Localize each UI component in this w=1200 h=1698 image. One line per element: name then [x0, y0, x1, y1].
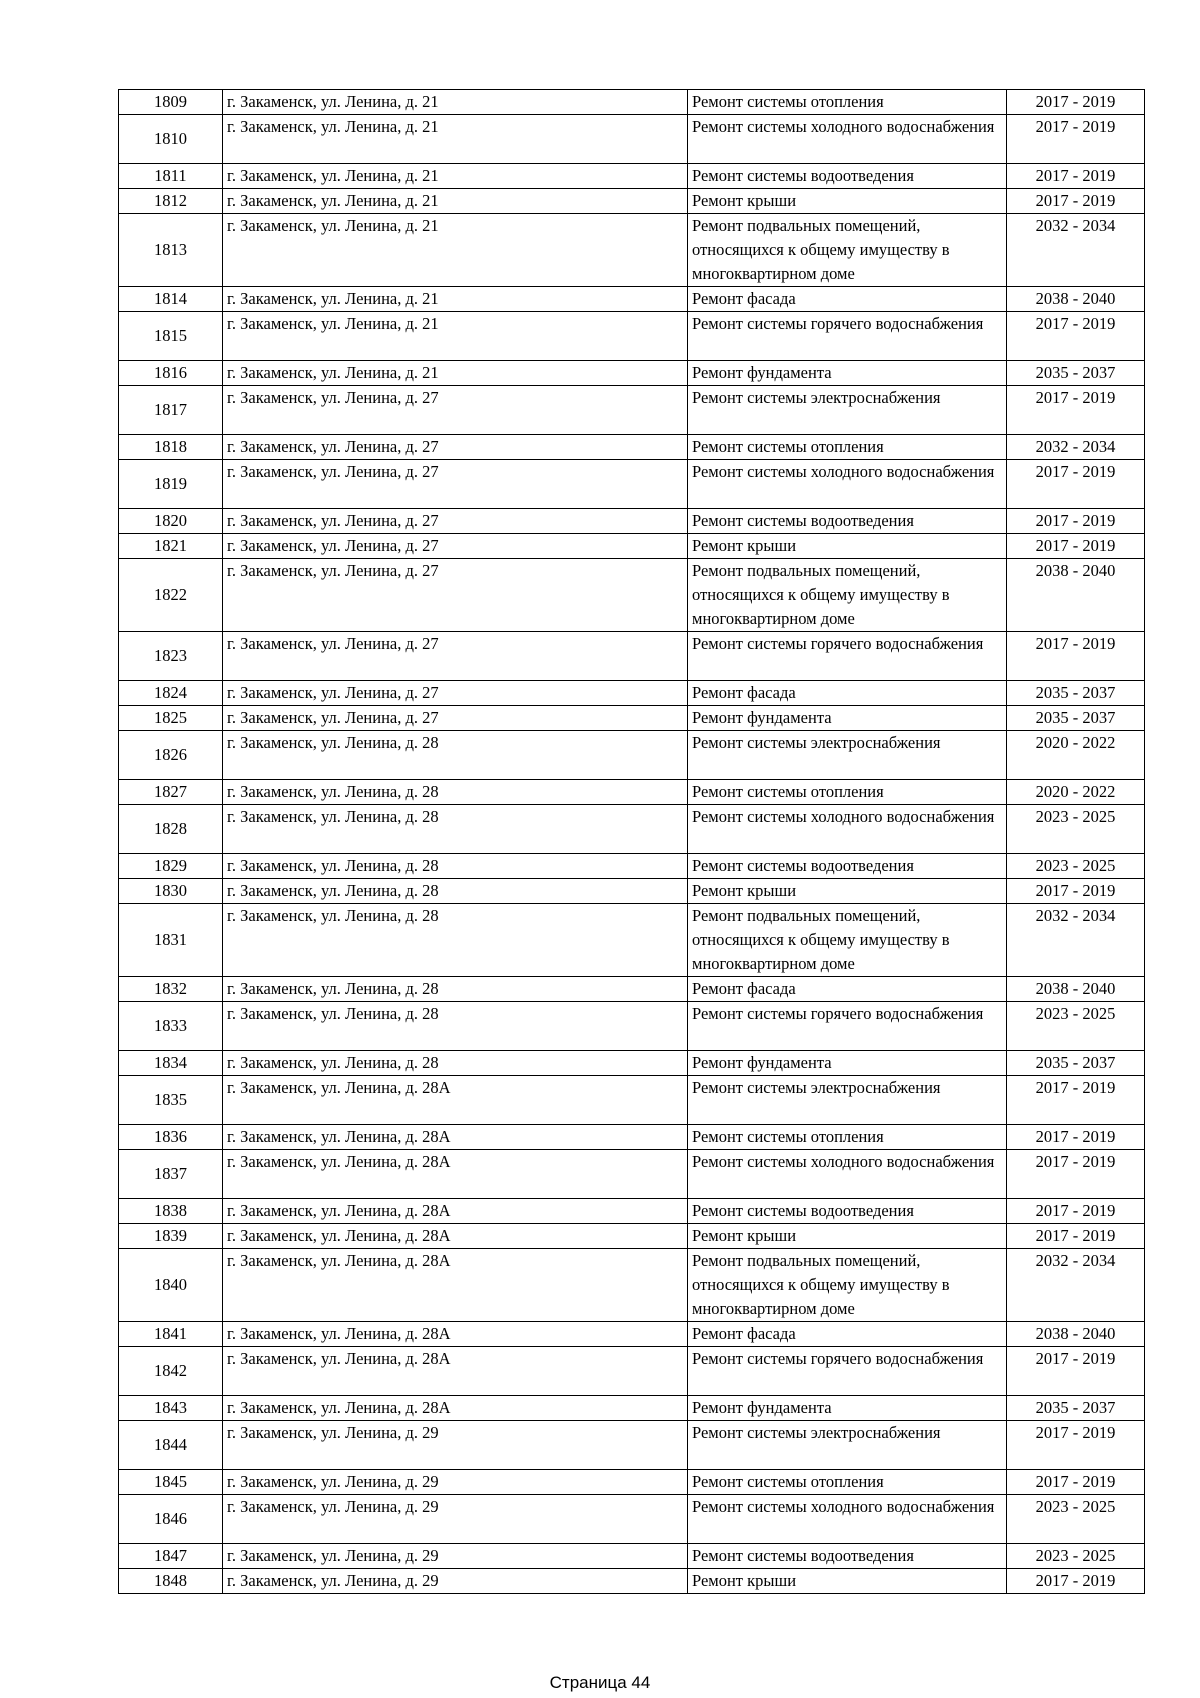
row-years: 2017 - 2019 — [1007, 164, 1145, 189]
row-address: г. Закаменск, ул. Ленина, д. 28А — [223, 1150, 688, 1199]
row-number: 1809 — [119, 90, 223, 115]
table-row — [119, 460, 1145, 509]
table-row — [119, 805, 1145, 854]
row-years: 2032 - 2034 — [1007, 214, 1145, 287]
row-work-type: Ремонт системы водоотведения — [688, 1544, 1007, 1569]
row-number: 1817 — [119, 386, 223, 435]
row-number: 1832 — [119, 977, 223, 1002]
row-work-type: Ремонт системы водоотведения — [688, 1199, 1007, 1224]
row-number: 1810 — [119, 115, 223, 164]
table-row — [119, 904, 1145, 977]
row-years: 2035 - 2037 — [1007, 681, 1145, 706]
row-work-type: Ремонт системы холодного водоснабжения — [688, 460, 1007, 509]
row-years: 2017 - 2019 — [1007, 312, 1145, 361]
row-number: 1840 — [119, 1249, 223, 1322]
row-work-type: Ремонт фундамента — [688, 1396, 1007, 1421]
table-row — [119, 681, 1145, 706]
row-years: 2017 - 2019 — [1007, 1224, 1145, 1249]
table-row — [119, 189, 1145, 214]
row-work-type: Ремонт системы горячего водоснабжения — [688, 632, 1007, 681]
row-work-type: Ремонт системы водоотведения — [688, 509, 1007, 534]
row-number: 1836 — [119, 1125, 223, 1150]
row-work-type: Ремонт системы отопления — [688, 90, 1007, 115]
table-row — [119, 1125, 1145, 1150]
row-address: г. Закаменск, ул. Ленина, д. 27 — [223, 534, 688, 559]
table-row — [119, 1224, 1145, 1249]
row-years: 2020 - 2022 — [1007, 731, 1145, 780]
row-years: 2017 - 2019 — [1007, 90, 1145, 115]
row-number: 1815 — [119, 312, 223, 361]
table-row — [119, 90, 1145, 115]
row-address: г. Закаменск, ул. Ленина, д. 27 — [223, 435, 688, 460]
row-work-type: Ремонт системы электроснабжения — [688, 731, 1007, 780]
row-work-type: Ремонт крыши — [688, 1569, 1007, 1594]
row-work-type: Ремонт системы холодного водоснабжения — [688, 805, 1007, 854]
row-work-type: Ремонт крыши — [688, 1224, 1007, 1249]
row-address: г. Закаменск, ул. Ленина, д. 29 — [223, 1495, 688, 1544]
row-address: г. Закаменск, ул. Ленина, д. 28 — [223, 1051, 688, 1076]
row-number: 1843 — [119, 1396, 223, 1421]
row-address: г. Закаменск, ул. Ленина, д. 27 — [223, 386, 688, 435]
row-work-type: Ремонт подвальных помещений, относящихся к общему имуществу в многоквартирном доме — [688, 1249, 1007, 1322]
row-years: 2017 - 2019 — [1007, 534, 1145, 559]
table-row — [119, 1421, 1145, 1470]
row-address: г. Закаменск, ул. Ленина, д. 28А — [223, 1396, 688, 1421]
row-number: 1842 — [119, 1347, 223, 1396]
row-address: г. Закаменск, ул. Ленина, д. 28 — [223, 780, 688, 805]
row-years: 2038 - 2040 — [1007, 559, 1145, 632]
row-address: г. Закаменск, ул. Ленина, д. 27 — [223, 460, 688, 509]
table-row — [119, 435, 1145, 460]
row-years: 2017 - 2019 — [1007, 189, 1145, 214]
row-number: 1829 — [119, 854, 223, 879]
row-work-type: Ремонт системы горячего водоснабжения — [688, 1347, 1007, 1396]
table-row — [119, 1396, 1145, 1421]
row-work-type: Ремонт системы электроснабжения — [688, 1421, 1007, 1470]
row-years: 2023 - 2025 — [1007, 1544, 1145, 1569]
table-row — [119, 977, 1145, 1002]
row-number: 1845 — [119, 1470, 223, 1495]
table-row — [119, 1470, 1145, 1495]
row-work-type: Ремонт крыши — [688, 879, 1007, 904]
row-work-type: Ремонт подвальных помещений, относящихся к общему имуществу в многоквартирном доме — [688, 214, 1007, 287]
table-row — [119, 164, 1145, 189]
row-address: г. Закаменск, ул. Ленина, д. 27 — [223, 681, 688, 706]
row-work-type: Ремонт системы горячего водоснабжения — [688, 1002, 1007, 1051]
row-years: 2032 - 2034 — [1007, 1249, 1145, 1322]
row-address: г. Закаменск, ул. Ленина, д. 28А — [223, 1199, 688, 1224]
row-address: г. Закаменск, ул. Ленина, д. 28 — [223, 854, 688, 879]
row-work-type: Ремонт подвальных помещений, относящихся к общему имуществу в многоквартирном доме — [688, 904, 1007, 977]
table-row — [119, 1569, 1145, 1594]
row-work-type: Ремонт фасада — [688, 287, 1007, 312]
table-row — [119, 1199, 1145, 1224]
row-number: 1824 — [119, 681, 223, 706]
row-years: 2017 - 2019 — [1007, 1470, 1145, 1495]
row-address: г. Закаменск, ул. Ленина, д. 27 — [223, 559, 688, 632]
table-row — [119, 115, 1145, 164]
row-number: 1812 — [119, 189, 223, 214]
row-address: г. Закаменск, ул. Ленина, д. 28 — [223, 731, 688, 780]
row-number: 1814 — [119, 287, 223, 312]
row-work-type: Ремонт системы отопления — [688, 435, 1007, 460]
repair-schedule-table — [118, 89, 1145, 1594]
row-address: г. Закаменск, ул. Ленина, д. 28А — [223, 1347, 688, 1396]
table-row — [119, 854, 1145, 879]
row-number: 1819 — [119, 460, 223, 509]
table-row — [119, 1051, 1145, 1076]
row-years: 2017 - 2019 — [1007, 460, 1145, 509]
row-work-type: Ремонт фасада — [688, 1322, 1007, 1347]
row-work-type: Ремонт фундамента — [688, 1051, 1007, 1076]
row-address: г. Закаменск, ул. Ленина, д. 21 — [223, 361, 688, 386]
row-work-type: Ремонт системы водоотведения — [688, 164, 1007, 189]
row-address: г. Закаменск, ул. Ленина, д. 28 — [223, 904, 688, 977]
row-address: г. Закаменск, ул. Ленина, д. 28А — [223, 1322, 688, 1347]
row-number: 1846 — [119, 1495, 223, 1544]
table-row — [119, 559, 1145, 632]
row-number: 1837 — [119, 1150, 223, 1199]
row-address: г. Закаменск, ул. Ленина, д. 28А — [223, 1249, 688, 1322]
row-address: г. Закаменск, ул. Ленина, д. 21 — [223, 214, 688, 287]
row-number: 1827 — [119, 780, 223, 805]
table-body — [119, 90, 1145, 1594]
row-years: 2017 - 2019 — [1007, 1347, 1145, 1396]
table-row — [119, 1076, 1145, 1125]
row-number: 1822 — [119, 559, 223, 632]
table-row — [119, 879, 1145, 904]
table-row — [119, 1150, 1145, 1199]
row-years: 2017 - 2019 — [1007, 386, 1145, 435]
row-address: г. Закаменск, ул. Ленина, д. 28 — [223, 805, 688, 854]
table-row — [119, 632, 1145, 681]
table-row — [119, 1322, 1145, 1347]
row-years: 2020 - 2022 — [1007, 780, 1145, 805]
row-years: 2035 - 2037 — [1007, 1051, 1145, 1076]
table-row — [119, 361, 1145, 386]
row-work-type: Ремонт системы водоотведения — [688, 854, 1007, 879]
row-number: 1834 — [119, 1051, 223, 1076]
row-work-type: Ремонт системы холодного водоснабжения — [688, 115, 1007, 164]
row-work-type: Ремонт системы горячего водоснабжения — [688, 312, 1007, 361]
row-work-type: Ремонт фундамента — [688, 706, 1007, 731]
row-years: 2017 - 2019 — [1007, 1125, 1145, 1150]
row-number: 1828 — [119, 805, 223, 854]
row-work-type: Ремонт подвальных помещений, относящихся к общему имуществу в многоквартирном доме — [688, 559, 1007, 632]
row-work-type: Ремонт системы электроснабжения — [688, 386, 1007, 435]
row-address: г. Закаменск, ул. Ленина, д. 28А — [223, 1224, 688, 1249]
row-address: г. Закаменск, ул. Ленина, д. 28 — [223, 879, 688, 904]
row-number: 1841 — [119, 1322, 223, 1347]
row-address: г. Закаменск, ул. Ленина, д. 21 — [223, 287, 688, 312]
row-years: 2023 - 2025 — [1007, 854, 1145, 879]
row-years: 2038 - 2040 — [1007, 287, 1145, 312]
row-number: 1825 — [119, 706, 223, 731]
row-address: г. Закаменск, ул. Ленина, д. 29 — [223, 1421, 688, 1470]
row-years: 2035 - 2037 — [1007, 706, 1145, 731]
row-work-type: Ремонт фасада — [688, 977, 1007, 1002]
row-years: 2017 - 2019 — [1007, 509, 1145, 534]
row-address: г. Закаменск, ул. Ленина, д. 29 — [223, 1544, 688, 1569]
row-address: г. Закаменск, ул. Ленина, д. 28 — [223, 977, 688, 1002]
row-work-type: Ремонт системы отопления — [688, 780, 1007, 805]
row-number: 1818 — [119, 435, 223, 460]
row-number: 1831 — [119, 904, 223, 977]
table-row — [119, 287, 1145, 312]
row-years: 2017 - 2019 — [1007, 879, 1145, 904]
row-work-type: Ремонт фундамента — [688, 361, 1007, 386]
table-row — [119, 706, 1145, 731]
row-years: 2017 - 2019 — [1007, 1569, 1145, 1594]
row-work-type: Ремонт системы электроснабжения — [688, 1076, 1007, 1125]
row-years: 2017 - 2019 — [1007, 1421, 1145, 1470]
row-address: г. Закаменск, ул. Ленина, д. 27 — [223, 706, 688, 731]
row-work-type: Ремонт системы отопления — [688, 1125, 1007, 1150]
row-work-type: Ремонт крыши — [688, 189, 1007, 214]
row-number: 1821 — [119, 534, 223, 559]
table-row — [119, 780, 1145, 805]
row-number: 1848 — [119, 1569, 223, 1594]
row-years: 2017 - 2019 — [1007, 1076, 1145, 1125]
row-years: 2017 - 2019 — [1007, 1150, 1145, 1199]
table-row — [119, 386, 1145, 435]
row-number: 1847 — [119, 1544, 223, 1569]
table-row — [119, 1495, 1145, 1544]
row-number: 1838 — [119, 1199, 223, 1224]
row-number: 1813 — [119, 214, 223, 287]
row-years: 2032 - 2034 — [1007, 904, 1145, 977]
table-row — [119, 1347, 1145, 1396]
row-years: 2017 - 2019 — [1007, 115, 1145, 164]
table-row — [119, 312, 1145, 361]
row-address: г. Закаменск, ул. Ленина, д. 27 — [223, 509, 688, 534]
row-number: 1833 — [119, 1002, 223, 1051]
row-number: 1844 — [119, 1421, 223, 1470]
table-row — [119, 731, 1145, 780]
row-years: 2023 - 2025 — [1007, 1495, 1145, 1544]
row-work-type: Ремонт системы холодного водоснабжения — [688, 1495, 1007, 1544]
row-address: г. Закаменск, ул. Ленина, д. 29 — [223, 1569, 688, 1594]
row-work-type: Ремонт системы холодного водоснабжения — [688, 1150, 1007, 1199]
row-work-type: Ремонт крыши — [688, 534, 1007, 559]
row-number: 1830 — [119, 879, 223, 904]
row-years: 2017 - 2019 — [1007, 1199, 1145, 1224]
row-work-type: Ремонт системы отопления — [688, 1470, 1007, 1495]
row-address: г. Закаменск, ул. Ленина, д. 21 — [223, 90, 688, 115]
row-address: г. Закаменск, ул. Ленина, д. 21 — [223, 189, 688, 214]
row-years: 2023 - 2025 — [1007, 805, 1145, 854]
table-row — [119, 1544, 1145, 1569]
row-number: 1839 — [119, 1224, 223, 1249]
row-address: г. Закаменск, ул. Ленина, д. 28 — [223, 1002, 688, 1051]
table-row — [119, 534, 1145, 559]
row-years: 2035 - 2037 — [1007, 361, 1145, 386]
row-years: 2038 - 2040 — [1007, 1322, 1145, 1347]
table-row — [119, 214, 1145, 287]
row-address: г. Закаменск, ул. Ленина, д. 28А — [223, 1076, 688, 1125]
row-address: г. Закаменск, ул. Ленина, д. 28А — [223, 1125, 688, 1150]
table-row — [119, 509, 1145, 534]
table-row — [119, 1249, 1145, 1322]
row-address: г. Закаменск, ул. Ленина, д. 21 — [223, 312, 688, 361]
row-number: 1823 — [119, 632, 223, 681]
row-years: 2035 - 2037 — [1007, 1396, 1145, 1421]
row-number: 1835 — [119, 1076, 223, 1125]
row-years: 2038 - 2040 — [1007, 977, 1145, 1002]
row-number: 1816 — [119, 361, 223, 386]
row-number: 1826 — [119, 731, 223, 780]
table-row — [119, 1002, 1145, 1051]
row-address: г. Закаменск, ул. Ленина, д. 21 — [223, 115, 688, 164]
row-number: 1820 — [119, 509, 223, 534]
row-years: 2017 - 2019 — [1007, 632, 1145, 681]
row-address: г. Закаменск, ул. Ленина, д. 21 — [223, 164, 688, 189]
row-years: 2023 - 2025 — [1007, 1002, 1145, 1051]
row-years: 2032 - 2034 — [1007, 435, 1145, 460]
row-address: г. Закаменск, ул. Ленина, д. 29 — [223, 1470, 688, 1495]
row-work-type: Ремонт фасада — [688, 681, 1007, 706]
row-address: г. Закаменск, ул. Ленина, д. 27 — [223, 632, 688, 681]
page-number-footer: Страница 44 — [549, 1673, 651, 1692]
row-number: 1811 — [119, 164, 223, 189]
